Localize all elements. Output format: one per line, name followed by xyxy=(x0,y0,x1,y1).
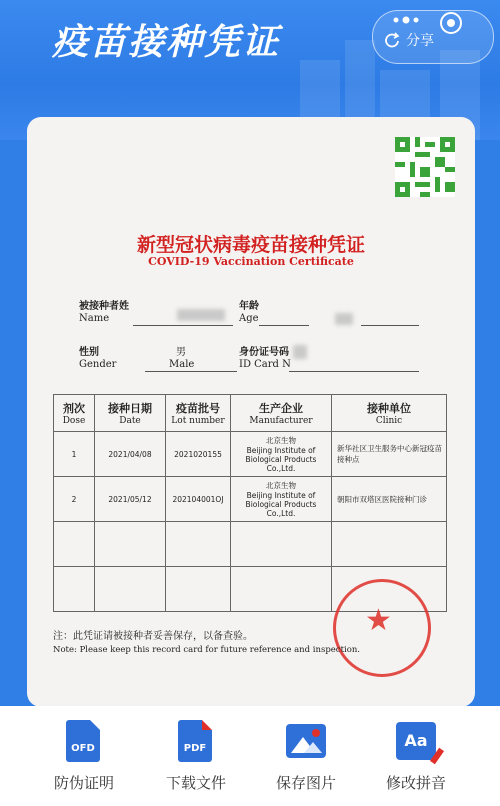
redacted-id xyxy=(293,345,307,359)
dose-cell: 2 xyxy=(54,477,95,522)
dose-cell: 1 xyxy=(54,432,95,477)
image-icon xyxy=(286,720,326,762)
header-date: 接种日期 Date xyxy=(95,395,166,432)
share-label: 分享 xyxy=(406,33,434,49)
certificate-card xyxy=(27,117,475,707)
header-manufacturer: 生产企业 Manufacturer xyxy=(231,395,332,432)
certificate-title-cn: 新型冠状病毒疫苗接种凭证 xyxy=(136,234,365,256)
save-image-button[interactable] xyxy=(256,720,356,793)
name-label: 被接种者姓 Name xyxy=(79,301,129,324)
table-header-row xyxy=(54,395,447,432)
edit-pinyin-icon: Aa xyxy=(396,720,436,762)
id-card-label: 身份证号码 ID Card N xyxy=(239,347,291,370)
empty-table-row xyxy=(54,522,447,567)
edit-pinyin-label: 修改拼音 xyxy=(385,774,446,792)
id-underline xyxy=(289,371,419,372)
date-cell: 2021/05/12 xyxy=(95,477,166,522)
lot-cell: 202104001OJ xyxy=(166,477,231,522)
edit-pinyin-button[interactable] xyxy=(366,720,466,793)
pdf-document-icon: PDF xyxy=(176,720,216,762)
note-cn: 注：此凭证请被接种者妥善保存，以备查验。 xyxy=(53,631,253,642)
clinic-cell: 朝阳市双塔区医院接种门诊 xyxy=(332,477,447,522)
download-file-label: 下载文件 xyxy=(165,774,226,792)
redacted-age xyxy=(335,313,353,325)
header-dose: 剂次 Dose xyxy=(54,395,95,432)
official-seal-stamp xyxy=(333,579,431,677)
certificate-title-en: COVID-19 Vaccination Certificate xyxy=(148,255,354,268)
share-refresh-icon xyxy=(384,32,400,48)
header-lot: 疫苗批号 Lot number xyxy=(166,395,231,432)
qr-code[interactable] xyxy=(395,137,455,197)
more-dots-icon[interactable] xyxy=(384,14,424,28)
anti-counterfeit-label: 防伪证明 xyxy=(53,774,114,792)
table-row xyxy=(54,477,447,522)
seal-star-icon: ★ xyxy=(365,603,392,638)
table-row xyxy=(54,432,447,477)
gender-underline xyxy=(145,371,237,372)
redacted-name xyxy=(177,309,225,321)
manufacturer-cell: 北京生物 Beijing Institute of Biological Products Co.,Ltd. xyxy=(231,477,332,522)
clinic-cell: 新华社区卫生服务中心新冠疫苗接种点 xyxy=(332,432,447,477)
age-label: 年龄 Age xyxy=(239,301,259,324)
age-underline xyxy=(259,325,309,326)
save-image-label: 保存图片 xyxy=(275,774,336,792)
gender-label: 性别 Gender xyxy=(79,347,117,370)
share-button[interactable] xyxy=(384,30,434,50)
lot-cell: 2021020155 xyxy=(166,432,231,477)
gender-value: 男 Male xyxy=(169,347,195,370)
note-en: Note: Please keep this record card for future reference and inspection. xyxy=(53,645,361,655)
name-underline xyxy=(133,325,233,326)
date-cell: 2021/04/08 xyxy=(95,432,166,477)
ofd-document-icon: OFD xyxy=(64,720,104,762)
download-file-button[interactable] xyxy=(146,720,246,793)
page-title: 疫苗接种凭证 xyxy=(52,22,281,63)
close-miniapp-icon[interactable] xyxy=(440,12,462,34)
anti-counterfeit-button[interactable] xyxy=(34,720,134,793)
manufacturer-cell: 北京生物 Beijing Institute of Biological Products Co.,Ltd. xyxy=(231,432,332,477)
age-underline-2 xyxy=(361,325,419,326)
bottom-action-bar xyxy=(0,706,500,806)
header-clinic: 接种单位 Clinic xyxy=(332,395,447,432)
